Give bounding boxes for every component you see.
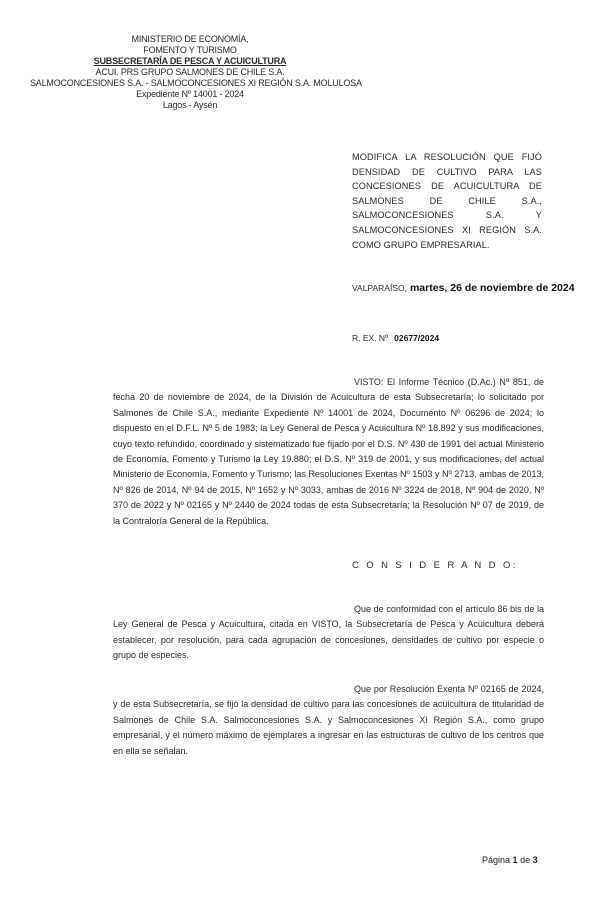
resolution-summary: MODIFICA LA RESOLUCIÓN QUE FIJÓ DENSIDAD DE CULTIVO PARA LAS CONCESIONES DE ACUICULTURA DE SALMONES DE CHILE S.A., SALMOCONCESIONES S.A. Y SALMOCONCESIONES XI REGIÓN S.A. COMO GRUPO EMPRESARIAL. [352,152,542,250]
of-word: de [520,855,531,865]
visto-paragraph: VISTO: El Informe Técnico (D.Ac.) Nº 851, de fecha 20 de noviembre de 2024, de la División de Acuicultura de esta Subsecretaría; lo solicitado por Salmones de Chile S.A., mediante Expediente Nº 14001 de 2024, Documento Nº 06296 de 2024; lo dispuesto en el D.F.L. Nº 5 de 1983; la Ley General de Pesca y Acuicultura Nº 18.892 y sus modificaciones, cuyo texto refundido, coordinado y sistematizado fue fijado por el D.S. Nº 430 de 1991 del actual Ministerio de Economía, Fomento y Turismo la Ley 19.880; el D.S. Nº 319 de 2001, y sus modificaciones, del actual Ministerio de Economía, Fomento y Turismo; las Resoluciones Exentas Nº 1503 y Nº 2713, ambas de 2013, Nº 826 de 2014, Nº 94 de 2015, Nº 1652 y Nº 3033, ambas de 2016 Nº 3224 de 2018, Nº 904 de 2020, Nº 370 de 2022 y Nº 02165 y Nº 2440 de 2024 todas de esta Subsecretaría; la Resolución Nº 07 de 2019, de la Contraloría General de la República. [113,377,544,526]
city: VALPARAÍSO, [352,283,407,293]
resolution-number [352,333,439,343]
issuer-header [30,34,362,111]
current-page: 1 [512,855,518,865]
ministry-line: MINISTERIO DE ECONOMÍA, [131,34,249,44]
resolution-label: R. EX. Nº [352,333,389,343]
page-number [482,855,538,865]
considerando-paragraph-2: Que por Resolución Exenta Nº 02165 de 2024, y de esta Subsecretaría, se fijó la densidad de cultivo para las concesiones de acuicultura de titularidad de Salmones de Chile S.A. Salmoconcesiones S.A. y Salmoconcesiones XI Región S.A., como grupo empresarial, y el número máximo de ejemplares a ingresar en las estructuras de cultivo de los centros que en ella se señalan. [113,684,544,756]
issue-date: martes, 26 de noviembre de 2024 [409,282,575,294]
total-pages: 3 [532,855,538,865]
ministry-line-2: FOMENTO Y TURISMO [143,45,237,55]
considerando-paragraph-1: Que de conformidad con el artículo 86 bis de la Ley General de Pesca y Acuicultura, citada en VISTO, la Subsecretaría de Pesca y Acuicultura deberá establecer, por resolución, para cada agrupación de concesiones, densidades de cultivo por especie o grupo de especies. [113,604,544,661]
resolution-code: 02677/2024 [394,333,440,343]
companies-line: SALMOCONCESIONES S.A. - SALMOCONCESIONES XI REGIÓN S.A. MOLULOSA [30,78,362,88]
page-word: Página [482,855,511,865]
expediente-line: Expediente Nº 14001 - 2024 [136,89,244,99]
applicant-line: ACUI. PRS GRUPO SALMONES DE CHILE S.A. [95,67,285,77]
considerando-heading: C O N S I D E R A N D O: [352,560,518,571]
date-line [352,282,575,294]
subsecretaria-line: SUBSECRETARÍA DE PESCA Y ACUICULTURA [93,56,287,66]
region-line: Lagos - Aysén [162,100,218,110]
